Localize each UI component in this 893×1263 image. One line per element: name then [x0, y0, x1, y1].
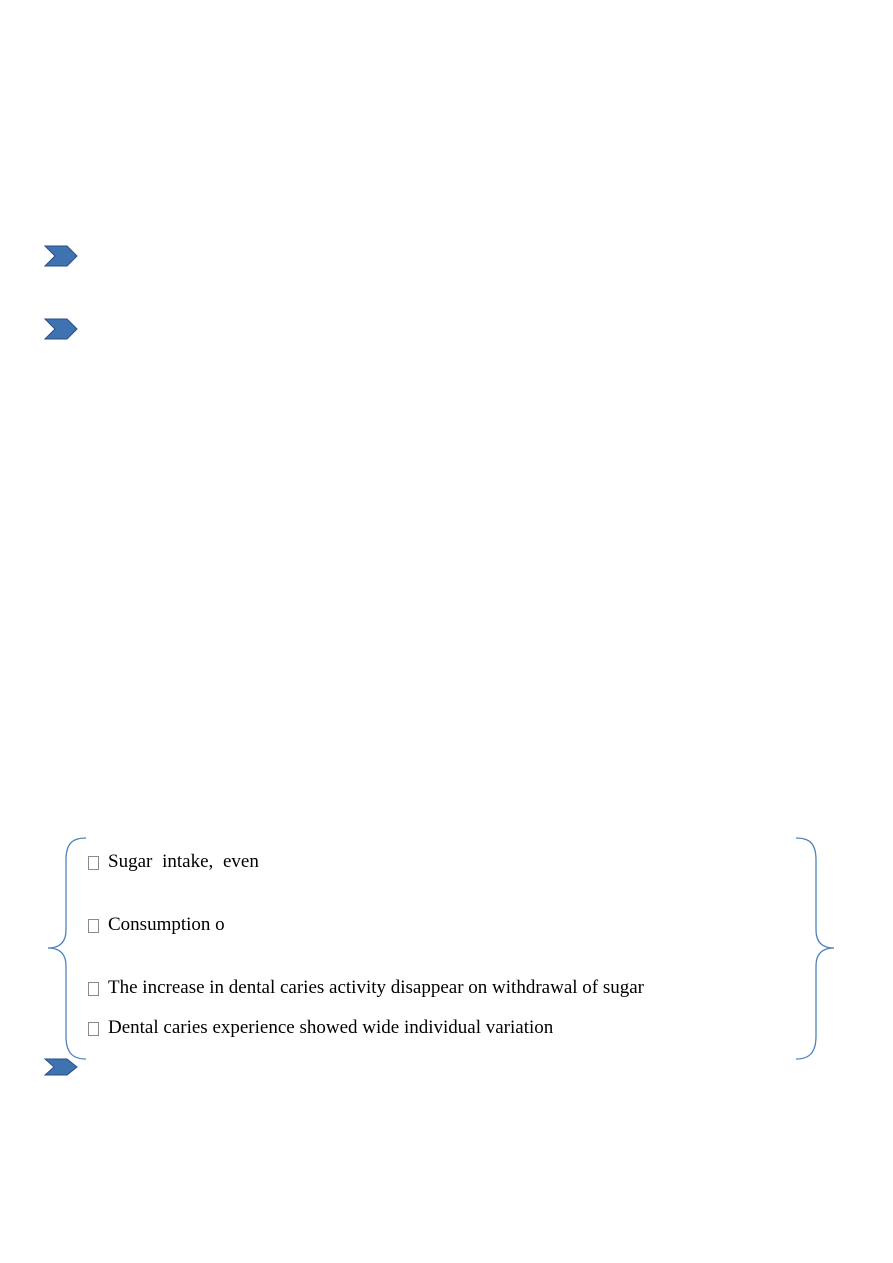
- list-item: [88, 976, 644, 1000]
- list-item: [88, 913, 225, 937]
- left-brace: [46, 836, 90, 1062]
- right-brace: [792, 836, 836, 1062]
- empty-box-icon: [88, 919, 99, 933]
- list-item-text: The increase in dental caries activity disappear on withdrawal of sugar: [108, 977, 645, 998]
- chevron-right-icon: [44, 318, 78, 340]
- list-item-text: Sugar intake, even: [108, 851, 259, 872]
- list-item-text: Dental caries experience showed wide individual variation: [108, 1017, 554, 1038]
- list-item-text: Consumption o: [108, 914, 225, 935]
- empty-box-icon: [88, 982, 99, 996]
- chevron-right-icon: [44, 245, 78, 267]
- empty-box-icon: [88, 1022, 99, 1036]
- empty-box-icon: [88, 856, 99, 870]
- list-item: [88, 1016, 553, 1040]
- list-item: [88, 850, 259, 874]
